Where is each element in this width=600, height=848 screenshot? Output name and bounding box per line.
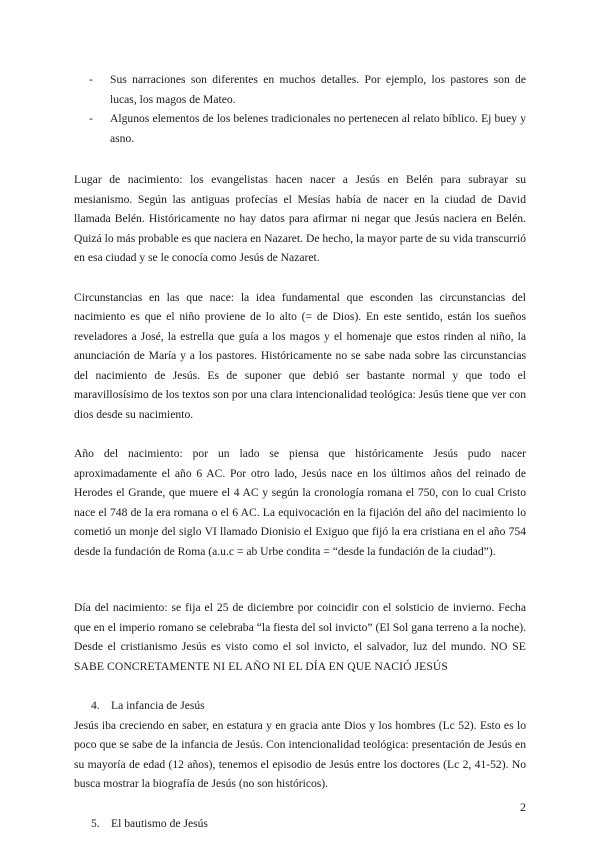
- list-item: [74, 109, 526, 148]
- section-number: 4.: [91, 699, 100, 712]
- bullet-text: Sus narraciones son diferentes en muchos detalles. Por ejemplo, los pastores son de lucas, los magos de Mateo.: [110, 73, 526, 106]
- paragraph-dia: [74, 598, 526, 676]
- page-content: [74, 70, 526, 833]
- paragraph-circunstancias: Circunstancias en las que nace: la idea fundamental que esconden las circunstancias del nacimiento es que el niño proviene de lo alto (= de Dios). En este sentido, están los sueños reveladores a José, la estrella que guía a los magos y el homenaje que estos rinden al niño, la anunciación de María y a los pastores. Históricamente no se sabe nada sobre las circunstancias del nacimiento de Jesús. Es de suponer que debió ser bastante normal y que todo el maravillosísimo de los textos son por una clara intencionalidad teológica: Jesús tiene que ver con dios desde su nacimiento.: [74, 290, 526, 421]
- section-heading-bautismo: [74, 814, 526, 834]
- section-title: La infancia de Jesús: [111, 699, 205, 712]
- paragraph-dia-emphasis: NO SE SABE CONCRETAMENTE NI EL AÑO NI EL DÍA EN QUE NACIÓ JESÚS: [74, 640, 526, 673]
- bullet-marker: -: [89, 73, 93, 86]
- paragraph-infancia: Jesús iba creciendo en saber, en estatura y en gracia ante Dios y los hombres (Lc 52). Esto es lo poco que se sabe de la infancia de Jesús. Con intencionalidad teológica: presentación de Jesús en su mayoría de edad (12 años), tenemos el episodio de Jesús entre los doctores (Lc 2, 41-52). No busca mostrar la biografía de Jesús (no son históricos).: [74, 718, 526, 790]
- paragraph-dia-text: Día del nacimiento: se fija el 25 de diciembre por coincidir con el solsticio de invierno. Fecha que en el imperio romano se celebraba “la fiesta del sol invicto” (El Sol gana terreno a la noche). Desde el cristianismo Jesús es visto como el sol invicto, el salvador, luz del mundo.: [74, 601, 526, 653]
- section-title: El bautismo de Jesús: [111, 816, 208, 830]
- section-heading-infancia: [74, 696, 526, 716]
- bullet-text: Algunos elementos de los belenes tradicionales no pertenecen al relato bíblico. Ej buey y asno.: [110, 112, 526, 145]
- paragraph-lugar: Lugar de nacimiento: los evangelistas hacen nacer a Jesús en Belén para subrayar su mesianismo. Según las antiguas profecías el Mesías había de nacer en la ciudad de David llamada Belén. Históricamente no hay datos para afirmar ni negar que Jesús naciera en Belén. Quizá lo más probable es que naciera en Nazaret. De hecho, la mayor parte de su vida transcurrió en esa ciudad y se le conocía como Jesús de Nazaret.: [74, 173, 526, 264]
- paragraph-anio: Año del nacimiento: por un lado se piensa que históricamente Jesús pudo nacer aproximadamente el año 6 AC. Por otro lado, Jesús nace en los últimos años del reinado de Herodes el Grande, que muere el 4 AC y según la cronología romana el 750, con lo cual Cristo nace el 748 de la era romana o el 6 AC. La equivocación en la fijación del año del nacimiento lo cometió un monje del siglo VI llamado Dionisio el Exiguo que fijó la era cristiana en el año 754 desde la fundación de Roma (a.u.c = ab Urbe condita = “desde la fundación de la ciudad”).: [74, 447, 526, 558]
- bullet-marker: -: [89, 112, 93, 125]
- list-item: [74, 70, 526, 109]
- bullet-list: [74, 70, 526, 148]
- section-number: 5.: [91, 816, 100, 830]
- page-number: 2: [520, 800, 526, 814]
